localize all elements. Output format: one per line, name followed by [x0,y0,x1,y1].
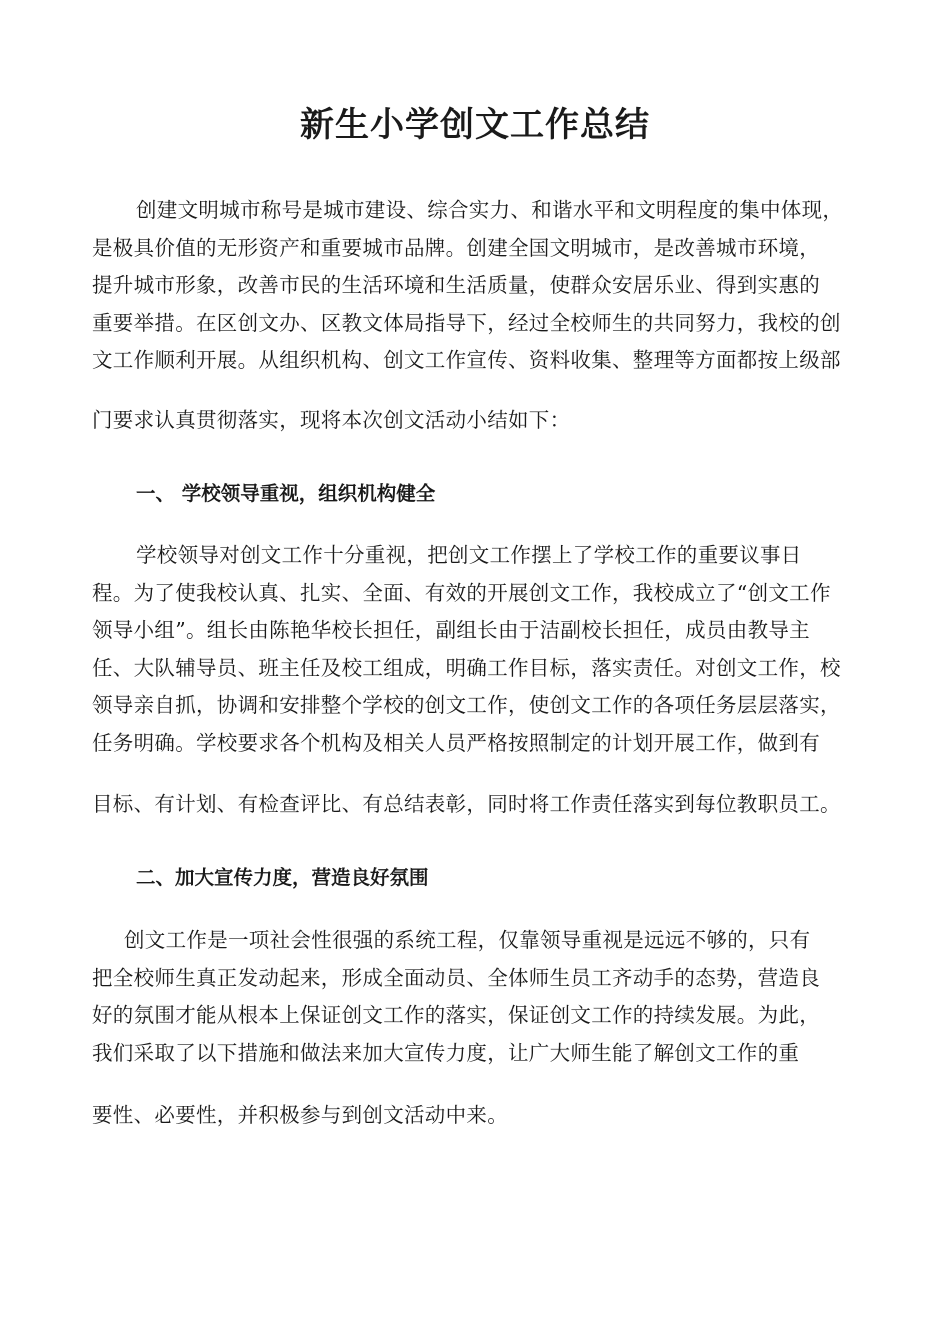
section1-line: 程。为了使我校认真、扎实、全面、有效的开展创文工作，我校成立了“创文工作 [92,580,831,605]
section1-line: 领导亲自抓，协调和安排整个学校的创文工作，使创文工作的各项任务层层落实， [92,693,841,717]
section2-line: 我们采取了以下措施和做法来加大宣传力度，让广大师生能了解创文工作的重 [92,1040,800,1065]
intro-paragraph-last-line: 门要求认真贯彻落实，现将本次创文活动小结如下： [92,408,571,432]
section2-line: 把全校师生真正发动起来，形成全面动员、全体师生员工齐动手的态势，营造良 [92,965,820,990]
section1-heading: 一、 学校领导重视，组织机构健全 [136,482,436,505]
section1-line: 任务明确。学校要求各个机构及相关人员严格按照制定的计划开展工作，做到有 [92,730,820,755]
section2-paragraph [92,922,872,1072]
section1-paragraph [92,537,872,762]
section2-paragraph-last-line: 要性、必要性，并积极参与到创文活动中来。 [92,1103,508,1127]
intro-line: 文工作顺利开展。从组织机构、创文工作宣传、资料收集、整理等方面都按上级部 [92,348,841,372]
intro-line: 是极具价值的无形资产和重要城市品牌。创建全国文明城市，是改善城市环境， [92,235,820,260]
intro-line: 创建文明城市称号是城市建设、综合实力、和谐水平和文明程度的集中体现， [136,198,844,222]
section1-line: 学校领导对创文工作十分重视，把创文工作摆上了学校工作的重要议事日 [136,543,802,567]
section1-line: 任、大队辅导员、班主任及校工组成，明确工作目标，落实责任。对创文工作，校 [92,655,841,680]
section2-line: 好的氛围才能从根本上保证创文工作的落实，保证创文工作的持续发展。为此， [92,1003,820,1027]
intro-line: 重要举措。在区创文办、区教文体局指导下，经过全校师生的共同努力，我校的创 [92,310,841,335]
section2-heading: 二、加大宣传力度，营造良好氛围 [136,866,429,889]
section2-line: 创文工作是一项社会性很强的系统工程，仅靠领导重视是远远不够的，只有 [124,928,811,952]
intro-line: 提升城市形象，改善市民的生活环境和生活质量，使群众安居乐业、得到实惠的 [92,273,820,297]
intro-paragraph [92,192,872,380]
document-title: 新生小学创文工作总结 [300,105,650,145]
section1-line: 领导小组”。组长由陈艳华校长担任，副组长由于洁副校长担任，成员由教导主 [92,618,810,642]
section1-paragraph-last-line: 目标、有计划、有检查评比、有总结表彰，同时将工作责任落实到每位教职员工。 [92,792,841,816]
